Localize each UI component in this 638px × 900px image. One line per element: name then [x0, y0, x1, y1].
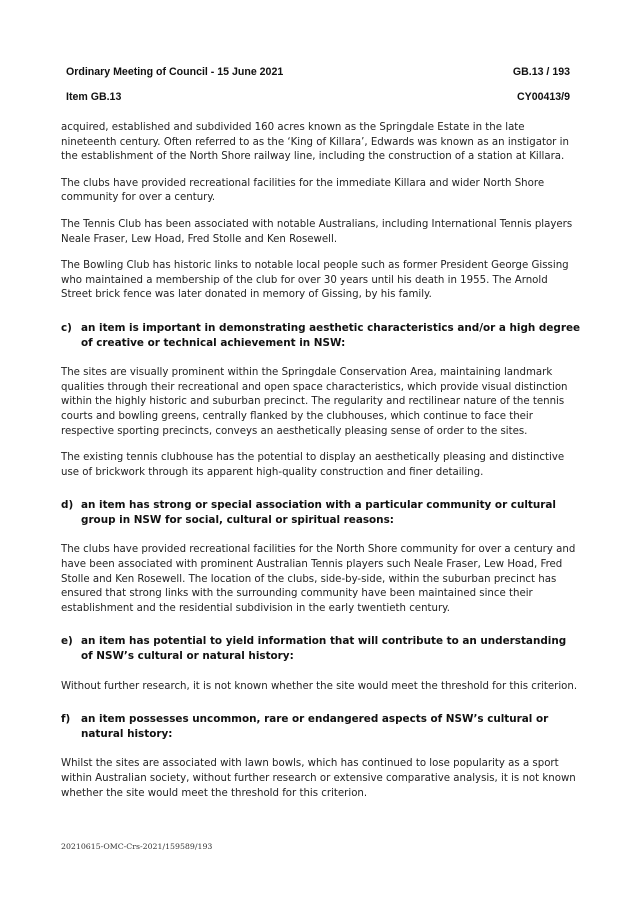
document-reference: CY00413/9 [516, 91, 570, 103]
item-label: Item GB.13 [66, 91, 122, 103]
paragraph: Whilst the sites are associated with lawn bowls, which has continued to lose popularity as a sport within Australian society, without further research or extensive comparative analysis, it is not known whether the site would meet the threshold for this criterion. [61, 758, 576, 799]
paragraph: The Tennis Club has been associated with notable Australians, including International Tennis players Neale Fraser, Lew Hoad, Fred Stolle and Ken Rosewell. [61, 218, 573, 245]
criterion-heading-d [61, 498, 581, 527]
criterion-text: an item has potential to yield information that will contribute to an understanding of NSW’s cultural or natural history: [81, 635, 567, 663]
criterion-text: an item has strong or special association with a particular community or cultural group in NSW for social, cultural or spiritual reasons: [81, 499, 556, 526]
paragraph: acquired, established and subdivided 160 acres known as the Springdale Estate in the late nineteenth century. Often referred to as the ‘King of Killara’, Edwards was known as an instigator in the establishment of the North Shore railway line, including the construction of a station at Killara. [61, 122, 569, 163]
paragraph: The clubs have provided recreational facilities for the North Shore community for over a century and have been associated with prominent Australian Tennis players such Neale Fraser, Lew Hoad, Fred Stolle and Ken Rosewell. The location of the clubs, side-by-side, within the suburban precinct has ensured that strong links with the surrounding community have been maintained since their establishment and the residential subdivision in the early twentieth century. [61, 544, 576, 614]
paragraph: Without further research, it is not known whether the site would meet the threshold for this criterion. [61, 680, 578, 692]
criterion-letter: f) [61, 713, 71, 726]
footer-reference: 20210615-OMC-Crs-2021/159589/193 [61, 842, 213, 851]
criterion-text: an item is important in demonstrating aesthetic characteristics and/or a high degree of creative or technical achievement in NSW: [81, 321, 581, 349]
criterion-heading-c [61, 321, 581, 350]
paragraph: The Bowling Club has historic links to notable local people such as former President George Gissing who maintained a membership of the club for over 30 years until his death in 1955. The Arnold Street brick fence was later donated in memory of Gissing, by his family. [61, 260, 569, 301]
criterion-heading-f [61, 712, 581, 741]
criterion-letter: e) [61, 635, 73, 648]
criterion-letter: c) [61, 321, 72, 334]
document-body [61, 121, 581, 813]
paragraph: The existing tennis clubhouse has the potential to display an aesthetically pleasing and distinctive use of brickwork through its apparent high-quality construction and finer detailing. [61, 452, 565, 478]
criterion-heading-e [61, 634, 581, 663]
paragraph: The sites are visually prominent within the Springdale Conservation Area, maintaining landmark qualities through their recreational and open space characteristics, which provide visual distinction within the highly historic and suburban precinct. The regularity and rectilinear nature of the tennis courts and bowling greens, centrally flanked by the clubhouses, which continue to face their respective sporting precincts, conveys an aesthetically pleasing sense of order to the sites. [61, 367, 568, 437]
criterion-text: an item possesses uncommon, rare or endangered aspects of NSW’s cultural or natural history: [81, 713, 549, 740]
meeting-title: Ordinary Meeting of Council - 15 June 2021 [66, 66, 284, 78]
page-reference: GB.13 / 193 [512, 66, 570, 78]
criterion-letter: d) [61, 499, 74, 512]
paragraph: The clubs have provided recreational facilities for the immediate Killara and wider North Shore community for over a century. [61, 177, 545, 204]
